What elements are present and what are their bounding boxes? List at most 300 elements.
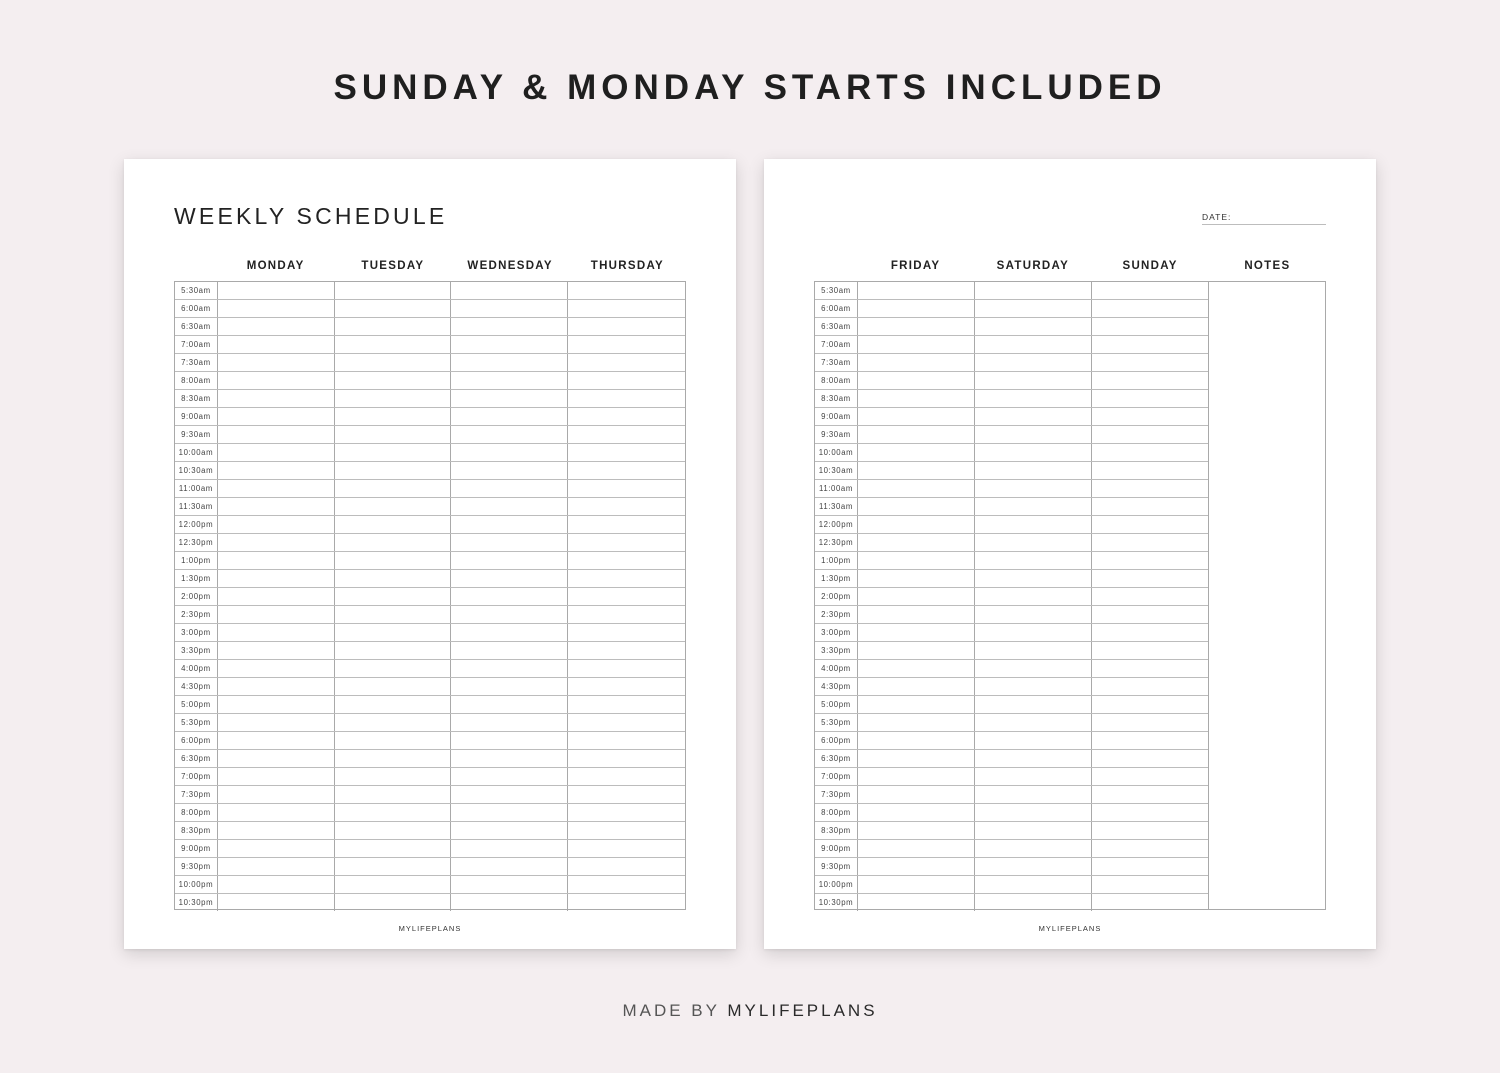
schedule-slot[interactable] — [975, 606, 1092, 623]
schedule-slot[interactable] — [335, 390, 452, 407]
time-label: 9:30pm — [175, 858, 218, 875]
time-label: 5:00pm — [175, 696, 218, 713]
schedule-slot[interactable] — [858, 480, 975, 497]
schedule-slot[interactable] — [451, 840, 568, 857]
schedule-slot[interactable] — [975, 552, 1092, 569]
schedule-slot[interactable] — [218, 714, 335, 731]
schedule-slot[interactable] — [335, 354, 452, 371]
schedule-slot[interactable] — [568, 858, 685, 875]
time-row — [175, 426, 685, 444]
schedule-slot[interactable] — [451, 408, 568, 425]
schedule-slot[interactable] — [335, 534, 452, 551]
schedule-slot[interactable] — [858, 444, 975, 461]
schedule-slot[interactable] — [451, 750, 568, 767]
schedule-slot[interactable] — [858, 516, 975, 533]
schedule-slot[interactable] — [451, 894, 568, 911]
schedule-slot[interactable] — [975, 624, 1092, 641]
schedule-slot[interactable] — [975, 768, 1092, 785]
schedule-slot[interactable] — [568, 642, 685, 659]
schedule-slot[interactable] — [218, 408, 335, 425]
time-label: 3:00pm — [175, 624, 218, 641]
schedule-slot[interactable] — [568, 498, 685, 515]
schedule-slot[interactable] — [858, 894, 975, 911]
schedule-slot[interactable] — [1092, 516, 1209, 533]
schedule-slot[interactable] — [975, 750, 1092, 767]
schedule-slot[interactable] — [975, 642, 1092, 659]
schedule-slot[interactable] — [1092, 282, 1209, 299]
schedule-slot[interactable] — [451, 732, 568, 749]
schedule-slot[interactable] — [451, 534, 568, 551]
schedule-slot[interactable] — [335, 516, 452, 533]
schedule-slot[interactable] — [1092, 390, 1209, 407]
schedule-slot[interactable] — [218, 534, 335, 551]
schedule-slot[interactable] — [451, 714, 568, 731]
schedule-slot[interactable] — [218, 444, 335, 461]
schedule-slot[interactable] — [858, 786, 975, 803]
schedule-slot[interactable] — [975, 354, 1092, 371]
schedule-slot[interactable] — [975, 714, 1092, 731]
schedule-slot[interactable] — [218, 822, 335, 839]
schedule-slot[interactable] — [858, 354, 975, 371]
schedule-slot[interactable] — [1092, 732, 1209, 749]
schedule-slot[interactable] — [218, 840, 335, 857]
credit-brand: MYLIFEPLANS — [727, 1001, 878, 1020]
schedule-slot[interactable] — [568, 678, 685, 695]
time-row — [815, 750, 1209, 768]
schedule-slot[interactable] — [568, 714, 685, 731]
schedule-slot[interactable] — [858, 462, 975, 479]
schedule-slot[interactable] — [858, 570, 975, 587]
schedule-slot[interactable] — [451, 552, 568, 569]
time-row — [175, 462, 685, 480]
schedule-slot[interactable] — [335, 822, 452, 839]
schedule-slot[interactable] — [335, 606, 452, 623]
time-row — [175, 768, 685, 786]
time-row — [175, 624, 685, 642]
schedule-slot[interactable] — [568, 876, 685, 893]
schedule-slot[interactable] — [335, 714, 452, 731]
schedule-slot[interactable] — [975, 786, 1092, 803]
schedule-slot[interactable] — [858, 390, 975, 407]
schedule-slot[interactable] — [218, 498, 335, 515]
schedule-slot[interactable] — [335, 498, 452, 515]
schedule-slot[interactable] — [335, 462, 452, 479]
schedule-slot[interactable] — [218, 750, 335, 767]
schedule-slot[interactable] — [858, 804, 975, 821]
schedule-slot[interactable] — [975, 516, 1092, 533]
schedule-slot[interactable] — [858, 732, 975, 749]
page-title: WEEKLY SCHEDULE — [174, 203, 448, 229]
schedule-slot[interactable] — [1092, 354, 1209, 371]
schedule-slot[interactable] — [1092, 534, 1209, 551]
time-label: 10:30am — [175, 462, 218, 479]
schedule-slot[interactable] — [451, 858, 568, 875]
schedule-slot[interactable] — [975, 390, 1092, 407]
schedule-slot[interactable] — [568, 840, 685, 857]
time-label: 6:00am — [815, 300, 858, 317]
schedule-slot[interactable] — [1092, 696, 1209, 713]
schedule-slot[interactable] — [335, 480, 452, 497]
schedule-slot[interactable] — [858, 642, 975, 659]
schedule-slot[interactable] — [451, 498, 568, 515]
schedule-slot[interactable] — [451, 300, 568, 317]
schedule-slot[interactable] — [568, 750, 685, 767]
schedule-slot[interactable] — [335, 894, 452, 911]
time-label: 8:00pm — [175, 804, 218, 821]
schedule-slot[interactable] — [451, 768, 568, 785]
schedule-slot[interactable] — [451, 876, 568, 893]
schedule-slot[interactable] — [1092, 606, 1209, 623]
schedule-slot[interactable] — [1092, 444, 1209, 461]
schedule-slot[interactable] — [451, 822, 568, 839]
schedule-slot[interactable] — [218, 876, 335, 893]
date-field[interactable] — [1202, 212, 1326, 224]
schedule-slot[interactable] — [568, 570, 685, 587]
schedule-slot[interactable] — [335, 282, 452, 299]
schedule-slot[interactable] — [858, 678, 975, 695]
schedule-slot[interactable] — [451, 282, 568, 299]
time-label: 7:00pm — [175, 768, 218, 785]
schedule-slot[interactable] — [218, 390, 335, 407]
schedule-slot[interactable] — [1092, 894, 1209, 911]
schedule-slot[interactable] — [335, 426, 452, 443]
time-row — [175, 354, 685, 372]
schedule-slot[interactable] — [1092, 588, 1209, 605]
schedule-slot[interactable] — [335, 318, 452, 335]
schedule-slot[interactable] — [451, 390, 568, 407]
schedule-slot[interactable] — [1092, 624, 1209, 641]
time-label: 11:00am — [175, 480, 218, 497]
schedule-slot[interactable] — [218, 426, 335, 443]
schedule-slot[interactable] — [858, 282, 975, 299]
schedule-slot[interactable] — [451, 660, 568, 677]
schedule-slot[interactable] — [218, 606, 335, 623]
schedule-slot[interactable] — [568, 534, 685, 551]
schedule-slot[interactable] — [335, 372, 452, 389]
schedule-slot[interactable] — [335, 444, 452, 461]
schedule-slot[interactable] — [975, 282, 1092, 299]
schedule-slot[interactable] — [975, 534, 1092, 551]
schedule-slot[interactable] — [451, 516, 568, 533]
time-label: 2:00pm — [815, 588, 858, 605]
time-label: 12:30pm — [815, 534, 858, 551]
schedule-slot[interactable] — [975, 876, 1092, 893]
schedule-slot[interactable] — [218, 318, 335, 335]
schedule-slot[interactable] — [335, 840, 452, 857]
schedule-slot[interactable] — [218, 354, 335, 371]
schedule-slot[interactable] — [568, 318, 685, 335]
schedule-slot[interactable] — [1092, 300, 1209, 317]
schedule-slot[interactable] — [568, 768, 685, 785]
schedule-slot[interactable] — [1092, 462, 1209, 479]
schedule-slot[interactable] — [218, 372, 335, 389]
schedule-slot[interactable] — [218, 660, 335, 677]
schedule-slot[interactable] — [451, 624, 568, 641]
schedule-slot[interactable] — [1092, 570, 1209, 587]
schedule-slot[interactable] — [975, 444, 1092, 461]
schedule-slot[interactable] — [568, 660, 685, 677]
time-label: 7:30am — [815, 354, 858, 371]
schedule-slot[interactable] — [975, 804, 1092, 821]
schedule-slot[interactable] — [568, 696, 685, 713]
schedule-slot[interactable] — [1092, 840, 1209, 857]
schedule-slot[interactable] — [218, 336, 335, 353]
schedule-slot[interactable] — [568, 606, 685, 623]
schedule-slot[interactable] — [568, 822, 685, 839]
schedule-slot[interactable] — [335, 336, 452, 353]
schedule-slot[interactable] — [858, 858, 975, 875]
schedule-slot[interactable] — [568, 300, 685, 317]
schedule-slot[interactable] — [858, 606, 975, 623]
schedule-slot[interactable] — [568, 426, 685, 443]
schedule-slot[interactable] — [335, 732, 452, 749]
time-row — [815, 390, 1209, 408]
schedule-slot[interactable] — [218, 282, 335, 299]
schedule-slot[interactable] — [335, 642, 452, 659]
time-row — [175, 408, 685, 426]
time-row — [815, 534, 1209, 552]
schedule-slot[interactable] — [335, 768, 452, 785]
time-row — [815, 336, 1209, 354]
time-row — [175, 714, 685, 732]
schedule-slot[interactable] — [568, 390, 685, 407]
schedule-slot[interactable] — [451, 336, 568, 353]
schedule-slot[interactable] — [335, 570, 452, 587]
schedule-slot[interactable] — [1092, 678, 1209, 695]
schedule-slot[interactable] — [335, 678, 452, 695]
schedule-slot[interactable] — [335, 300, 452, 317]
time-label: 2:30pm — [815, 606, 858, 623]
schedule-slot[interactable] — [1092, 336, 1209, 353]
schedule-slot[interactable] — [1092, 858, 1209, 875]
schedule-slot[interactable] — [858, 336, 975, 353]
schedule-slot[interactable] — [335, 750, 452, 767]
schedule-slot[interactable] — [858, 840, 975, 857]
schedule-slot[interactable] — [451, 570, 568, 587]
schedule-slot[interactable] — [975, 840, 1092, 857]
time-label: 9:00pm — [175, 840, 218, 857]
schedule-slot[interactable] — [218, 480, 335, 497]
time-label: 1:00pm — [175, 552, 218, 569]
schedule-slot[interactable] — [975, 588, 1092, 605]
schedule-slot[interactable] — [858, 876, 975, 893]
time-row — [815, 462, 1209, 480]
schedule-slot[interactable] — [1092, 426, 1209, 443]
schedule-slot[interactable] — [568, 894, 685, 911]
schedule-slot[interactable] — [975, 426, 1092, 443]
schedule-slot[interactable] — [451, 588, 568, 605]
schedule-slot[interactable] — [218, 624, 335, 641]
schedule-slot[interactable] — [451, 372, 568, 389]
schedule-slot[interactable] — [975, 318, 1092, 335]
schedule-slot[interactable] — [335, 786, 452, 803]
schedule-slot[interactable] — [1092, 372, 1209, 389]
schedule-slot[interactable] — [1092, 408, 1209, 425]
time-label: 8:30am — [815, 390, 858, 407]
schedule-slot[interactable] — [218, 732, 335, 749]
time-row — [815, 498, 1209, 516]
schedule-slot[interactable] — [1092, 642, 1209, 659]
schedule-slot[interactable] — [218, 894, 335, 911]
time-label: 12:00pm — [815, 516, 858, 533]
time-row — [815, 372, 1209, 390]
schedule-slot[interactable] — [218, 786, 335, 803]
schedule-slot[interactable] — [451, 318, 568, 335]
time-row — [175, 516, 685, 534]
schedule-slot[interactable] — [975, 822, 1092, 839]
schedule-slot[interactable] — [451, 642, 568, 659]
schedule-slot[interactable] — [451, 444, 568, 461]
day-header-thursday: THURSDAY — [590, 260, 664, 272]
schedule-slot[interactable] — [335, 408, 452, 425]
schedule-slot[interactable] — [858, 318, 975, 335]
schedule-slot[interactable] — [568, 804, 685, 821]
schedule-slot[interactable] — [568, 552, 685, 569]
schedule-slot[interactable] — [1092, 804, 1209, 821]
schedule-slot[interactable] — [568, 336, 685, 353]
schedule-slot[interactable] — [335, 696, 452, 713]
schedule-slot[interactable] — [218, 804, 335, 821]
schedule-slot[interactable] — [568, 462, 685, 479]
schedule-slot[interactable] — [975, 678, 1092, 695]
schedule-slot[interactable] — [568, 444, 685, 461]
schedule-slot[interactable] — [1092, 714, 1209, 731]
schedule-slot[interactable] — [858, 750, 975, 767]
schedule-slot[interactable] — [451, 678, 568, 695]
schedule-slot[interactable] — [975, 462, 1092, 479]
schedule-slot[interactable] — [218, 462, 335, 479]
schedule-slot[interactable] — [335, 660, 452, 677]
schedule-slot[interactable] — [568, 588, 685, 605]
schedule-slot[interactable] — [1092, 786, 1209, 803]
schedule-slot[interactable] — [335, 588, 452, 605]
schedule-slot[interactable] — [568, 786, 685, 803]
time-label: 7:30am — [175, 354, 218, 371]
schedule-slot[interactable] — [1092, 480, 1209, 497]
schedule-slot[interactable] — [218, 552, 335, 569]
schedule-slot[interactable] — [1092, 876, 1209, 893]
schedule-slot[interactable] — [218, 768, 335, 785]
time-row — [175, 444, 685, 462]
schedule-slot[interactable] — [975, 480, 1092, 497]
time-label: 8:30am — [175, 390, 218, 407]
schedule-slot[interactable] — [975, 336, 1092, 353]
schedule-slot[interactable] — [335, 876, 452, 893]
time-row — [815, 606, 1209, 624]
schedule-slot[interactable] — [858, 588, 975, 605]
schedule-slot[interactable] — [568, 624, 685, 641]
schedule-slot[interactable] — [568, 480, 685, 497]
schedule-slot[interactable] — [1092, 660, 1209, 677]
schedule-slot[interactable] — [858, 714, 975, 731]
schedule-slot[interactable] — [858, 822, 975, 839]
time-row — [815, 876, 1209, 894]
time-row — [175, 876, 685, 894]
schedule-slot[interactable] — [858, 624, 975, 641]
schedule-slot[interactable] — [335, 858, 452, 875]
schedule-slot[interactable] — [218, 570, 335, 587]
schedule-slot[interactable] — [975, 408, 1092, 425]
schedule-slot[interactable] — [451, 480, 568, 497]
schedule-slot[interactable] — [858, 696, 975, 713]
schedule-slot[interactable] — [218, 696, 335, 713]
schedule-slot[interactable] — [975, 858, 1092, 875]
schedule-slot[interactable] — [451, 426, 568, 443]
schedule-slot[interactable] — [975, 570, 1092, 587]
schedule-slot[interactable] — [858, 498, 975, 515]
schedule-slot[interactable] — [451, 804, 568, 821]
time-row — [815, 642, 1209, 660]
time-row — [815, 840, 1209, 858]
time-label: 10:00pm — [175, 876, 218, 893]
schedule-slot[interactable] — [858, 768, 975, 785]
schedule-slot[interactable] — [335, 624, 452, 641]
schedule-slot[interactable] — [1092, 750, 1209, 767]
schedule-slot[interactable] — [451, 786, 568, 803]
schedule-slot[interactable] — [975, 894, 1092, 911]
schedule-slot[interactable] — [451, 462, 568, 479]
schedule-slot[interactable] — [975, 300, 1092, 317]
time-label: 7:30pm — [815, 786, 858, 803]
schedule-slot[interactable] — [858, 426, 975, 443]
schedule-slot[interactable] — [1092, 768, 1209, 785]
schedule-slot[interactable] — [218, 678, 335, 695]
schedule-slot[interactable] — [1092, 318, 1209, 335]
schedule-slot[interactable] — [1092, 822, 1209, 839]
schedule-slot[interactable] — [858, 534, 975, 551]
schedule-slot[interactable] — [568, 408, 685, 425]
schedule-slot[interactable] — [568, 372, 685, 389]
schedule-slot[interactable] — [975, 696, 1092, 713]
schedule-slot[interactable] — [451, 354, 568, 371]
day-headers — [217, 260, 686, 274]
notes-box[interactable] — [1208, 281, 1326, 910]
schedule-slot[interactable] — [1092, 498, 1209, 515]
schedule-slot[interactable] — [218, 516, 335, 533]
schedule-slot[interactable] — [568, 732, 685, 749]
time-row — [815, 300, 1209, 318]
day-headers — [857, 260, 1326, 274]
schedule-slot[interactable] — [568, 354, 685, 371]
schedule-slot[interactable] — [1092, 552, 1209, 569]
schedule-slot[interactable] — [218, 642, 335, 659]
time-label: 7:00am — [175, 336, 218, 353]
schedule-slot[interactable] — [568, 516, 685, 533]
schedule-slot[interactable] — [858, 552, 975, 569]
schedule-slot[interactable] — [858, 372, 975, 389]
schedule-slot[interactable] — [568, 282, 685, 299]
time-label: 5:30am — [175, 282, 218, 299]
time-row — [815, 408, 1209, 426]
schedule-slot[interactable] — [451, 696, 568, 713]
time-row — [175, 498, 685, 516]
schedule-slot[interactable] — [218, 300, 335, 317]
schedule-slot[interactable] — [975, 732, 1092, 749]
schedule-slot[interactable] — [218, 588, 335, 605]
schedule-slot[interactable] — [218, 858, 335, 875]
schedule-slot[interactable] — [335, 804, 452, 821]
time-row — [815, 444, 1209, 462]
schedule-slot[interactable] — [975, 660, 1092, 677]
schedule-slot[interactable] — [335, 552, 452, 569]
schedule-slot[interactable] — [858, 660, 975, 677]
schedule-slot[interactable] — [858, 408, 975, 425]
schedule-slot[interactable] — [975, 372, 1092, 389]
schedule-slot[interactable] — [975, 498, 1092, 515]
time-label: 6:00pm — [175, 732, 218, 749]
schedule-slot[interactable] — [451, 606, 568, 623]
schedule-slot[interactable] — [858, 300, 975, 317]
